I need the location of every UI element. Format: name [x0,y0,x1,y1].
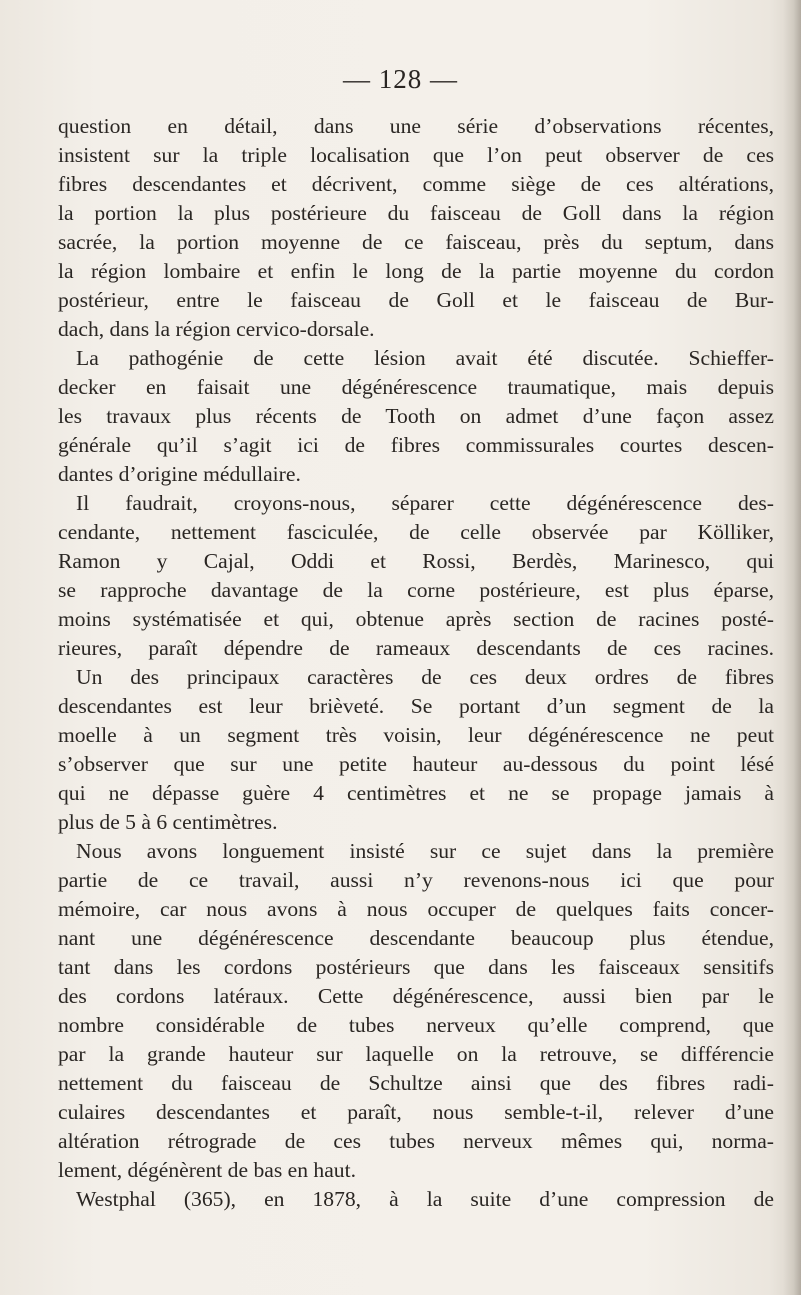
text-line: Un des principaux caractères de ces deux ordres de fibres [76,665,774,689]
text-line: dantes d’origine médullaire. [58,462,301,486]
text-line: lement, dégénèrent de bas en haut. [58,1158,356,1182]
text-line: moelle à un segment très voisin, leur dégénérescence ne peut [58,723,774,747]
text-line: des cordons latéraux. Cette dégénérescence, aussi bien par le [58,984,774,1008]
text-line: plus de 5 à 6 centimètres. [58,810,278,834]
text-line: mémoire, car nous avons à nous occuper de quelques faits concer- [58,897,774,921]
text-line: se rapproche davantage de la corne postérieure, est plus éparse, [58,578,774,602]
text-line: decker en faisait une dégénérescence traumatique, mais depuis [58,375,774,399]
text-line: Il faudrait, croyons-nous, séparer cette dégénérescence des- [76,491,774,515]
text-line: culaires descendantes et paraît, nous semble-t-il, relever d’une [58,1100,774,1124]
text-line: dach, dans la région cervico-dorsale. [58,317,375,341]
body-text [58,112,774,1214]
text-line: Westphal (365), en 1878, à la suite d’une compression de [76,1187,774,1211]
text-line: Ramon y Cajal, Oddi et Rossi, Berdès, Marinesco, qui [58,549,774,573]
page-edge-shadow [783,0,801,1295]
text-line: fibres descendantes et décrivent, comme siège de ces altérations, [58,172,774,196]
text-line: descendantes est leur brièveté. Se portant d’un segment de la [58,694,774,718]
text-line: qui ne dépasse guère 4 centimètres et ne se propage jamais à [58,781,774,805]
text-line: partie de ce travail, aussi n’y revenons-nous ici que pour [58,868,774,892]
text-line: La pathogénie de cette lésion avait été discutée. Schieffer- [76,346,774,370]
text-line: insistent sur la triple localisation que l’on peut observer de ces [58,143,774,167]
page-number: — 128 — [343,64,458,94]
text-line: postérieur, entre le faisceau de Goll et le faisceau de Bur- [58,288,774,312]
text-line: la région lombaire et enfin le long de la partie moyenne du cordon [58,259,774,283]
text-line: tant dans les cordons postérieurs que dans les faisceaux sensitifs [58,955,774,979]
text-line: Nous avons longuement insisté sur ce sujet dans la première [76,839,774,863]
text-line: par la grande hauteur sur laquelle on la retrouve, se différencie [58,1042,774,1066]
text-line: générale qu’il s’agit ici de fibres commissurales courtes descen- [58,433,774,457]
text-line: cendante, nettement fasciculée, de celle observée par Kölliker, [58,520,774,544]
text-line: moins systématisée et qui, obtenue après section de racines posté- [58,607,774,631]
text-line: nettement du faisceau de Schultze ainsi que des fibres radi- [58,1071,774,1095]
text-line: question en détail, dans une série d’observations récentes, [58,114,774,138]
text-line: nant une dégénérescence descendante beaucoup plus étendue, [58,926,774,950]
text-line: altération rétrograde de ces tubes nerveux mêmes qui, norma- [58,1129,774,1153]
text-line: sacrée, la portion moyenne de ce faisceau, près du septum, dans [58,230,774,254]
text-line: la portion la plus postérieure du faisceau de Goll dans la région [58,201,774,225]
text-line: s’observer que sur une petite hauteur au-dessous du point lésé [58,752,774,776]
text-line: les travaux plus récents de Tooth on admet d’une façon assez [58,404,774,428]
text-line: rieures, paraît dépendre de rameaux descendants de ces racines. [58,636,774,660]
text-line: nombre considérable de tubes nerveux qu’elle comprend, que [58,1013,774,1037]
